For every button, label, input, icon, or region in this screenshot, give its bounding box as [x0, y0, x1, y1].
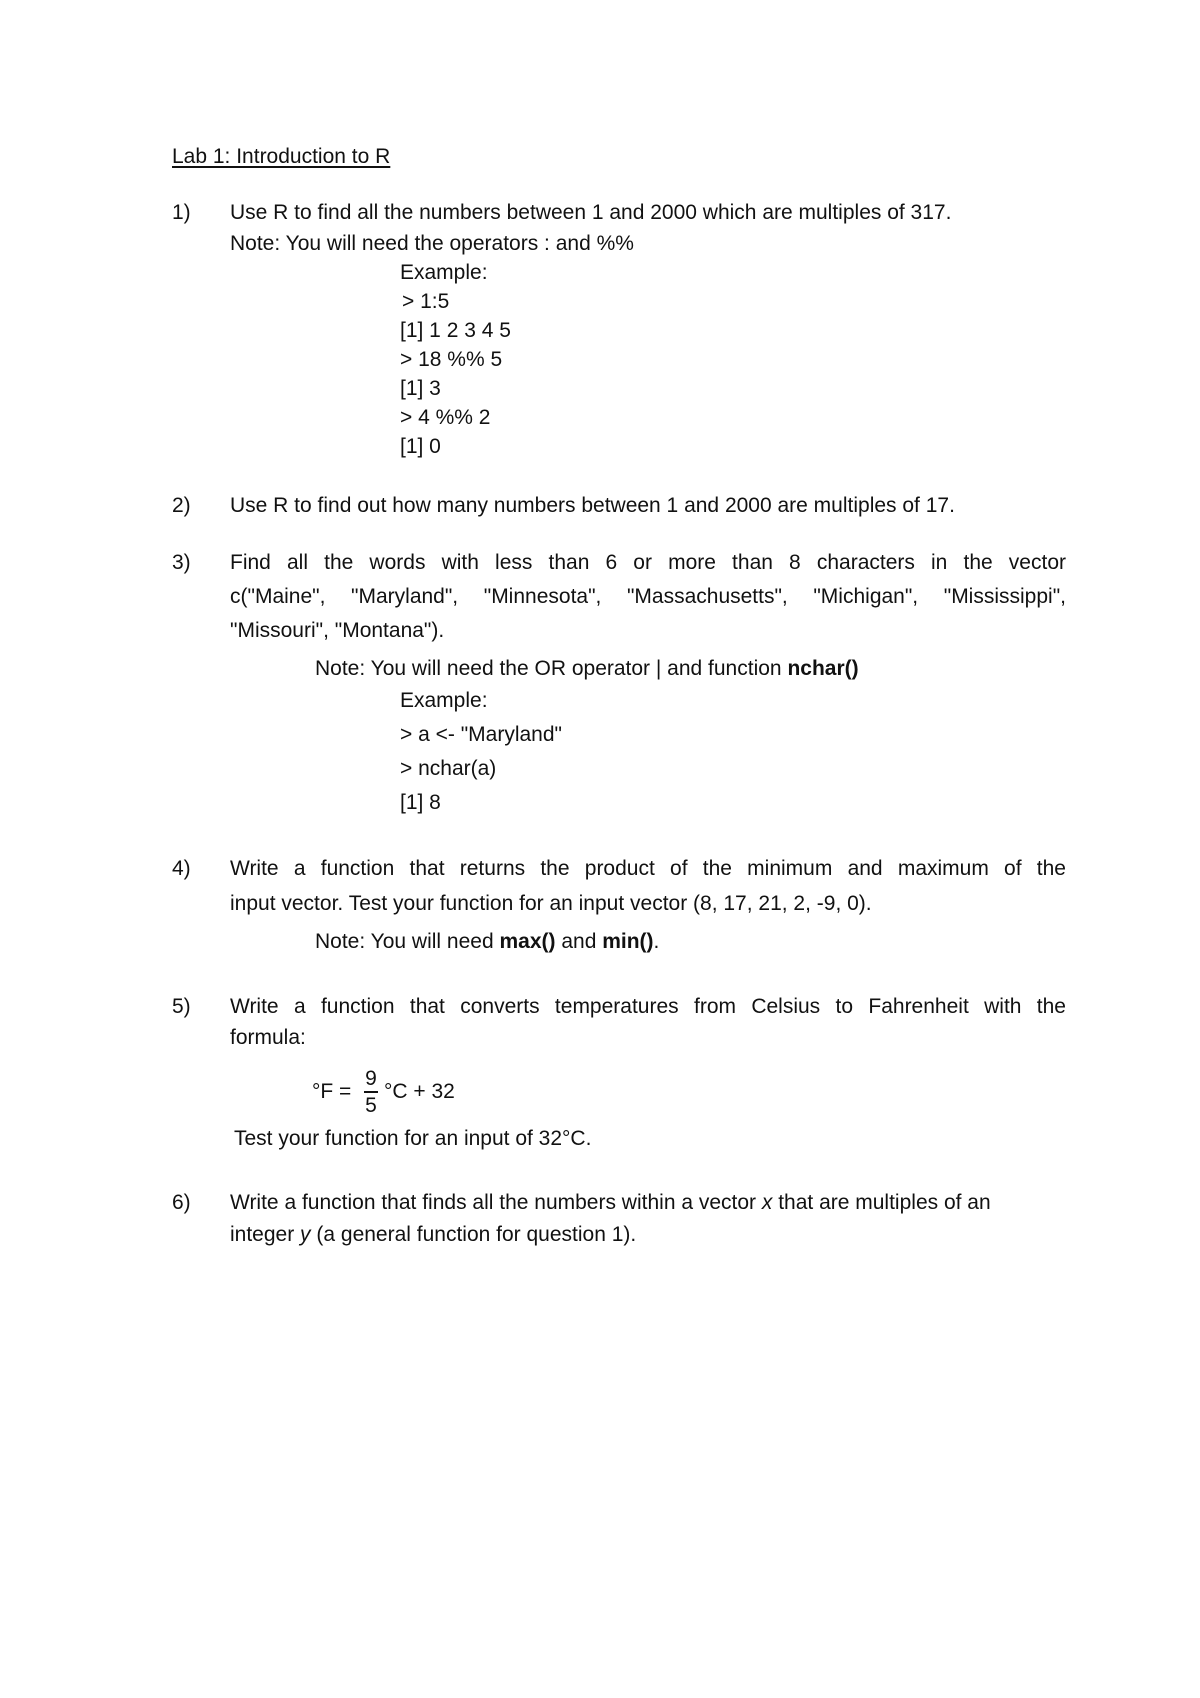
question-1-example-line: [1] 3 [400, 377, 441, 400]
question-5-line: Write a function that converts temperatures from Celsius to Fahrenheit with the [230, 995, 1066, 1018]
variable-x: x [761, 1191, 773, 1214]
fahrenheit-formula [312, 1068, 512, 1118]
fraction-bar [364, 1091, 378, 1093]
question-6-line: Write a function that finds all the numbers within a vector x that are multiples of an [230, 1191, 991, 1214]
nchar-function-name: nchar() [787, 657, 859, 680]
question-2-text: Use R to find out how many numbers between 1 and 2000 are multiples of 17. [230, 494, 955, 517]
question-3-example-line: > nchar(a) [400, 757, 497, 780]
question-3-line: "Missouri", "Montana"). [230, 619, 445, 642]
question-1-text: Use R to find all the numbers between 1 and 2000 which are multiples of 317. [230, 201, 952, 224]
max-function-name: max() [499, 930, 556, 953]
question-3-number: 3) [172, 551, 191, 574]
question-1-example-line: > 4 %% 2 [400, 406, 491, 429]
question-3-line: c("Maine", "Maryland", "Minnesota", "Massachusetts", "Michigan", "Mississippi", [230, 585, 1066, 608]
question-3-line: Find all the words with less than 6 or more than 8 characters in the vector [230, 551, 1066, 574]
question-3-example-line: > a <- "Maryland" [400, 723, 562, 746]
page-title: Lab 1: Introduction to R [172, 145, 391, 168]
question-1-number: 1) [172, 201, 191, 224]
question-1-example-line: > 18 %% 5 [400, 348, 503, 371]
question-5-number: 5) [172, 995, 191, 1018]
question-3-example-line: [1] 8 [400, 791, 441, 814]
question-3-note: Note: You will need the OR operator | and function nchar() [315, 657, 859, 680]
question-4-note: Note: You will need max() and min(). [315, 930, 660, 953]
formula-right: °C + 32 [384, 1080, 455, 1103]
question-1-example-line: [1] 0 [400, 435, 441, 458]
question-1-example-label: Example: [400, 261, 488, 284]
question-4-number: 4) [172, 857, 191, 880]
question-3-example-label: Example: [400, 689, 488, 712]
formula-left: °F = [312, 1080, 352, 1103]
question-6-number: 6) [172, 1191, 191, 1214]
formula-numerator: 9 [365, 1067, 377, 1090]
question-2-number: 2) [172, 494, 191, 517]
question-4-line: input vector. Test your function for an input vector (8, 17, 21, 2, -9, 0). [230, 892, 872, 915]
question-4-line: Write a function that returns the product of the minimum and maximum of the [230, 857, 1066, 880]
question-6-line: integer y (a general function for question 1). [230, 1223, 637, 1246]
question-1-example-line: [1] 1 2 3 4 5 [400, 319, 511, 342]
question-5-line: formula: [230, 1026, 306, 1049]
formula-denominator: 5 [365, 1094, 377, 1117]
question-1-note: Note: You will need the operators : and %% [230, 232, 634, 255]
min-function-name: min() [602, 930, 654, 953]
question-5-test: Test your function for an input of 32°C. [234, 1127, 592, 1150]
question-1-example-line: > 1:5 [402, 290, 450, 313]
variable-y: y [300, 1223, 311, 1246]
